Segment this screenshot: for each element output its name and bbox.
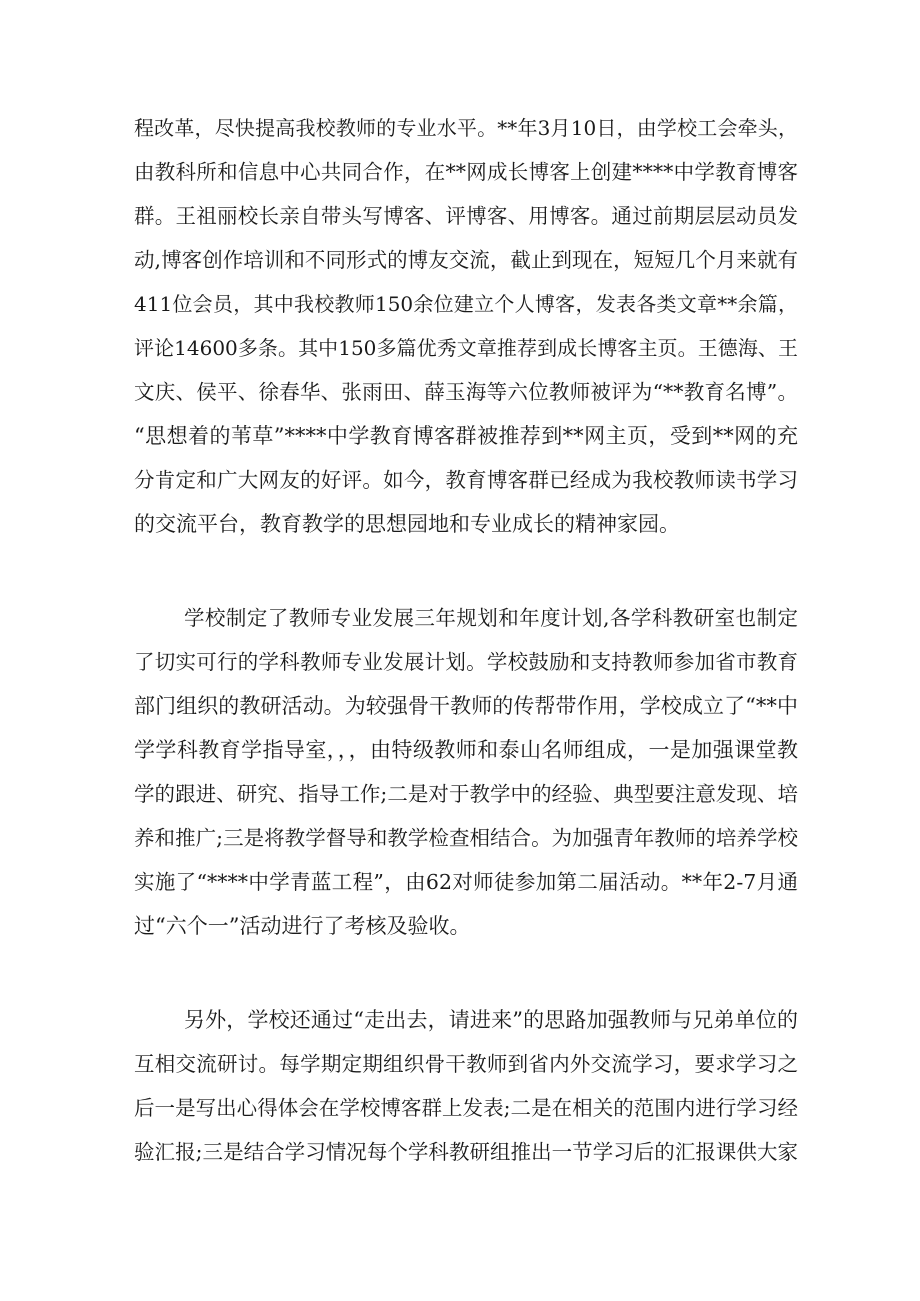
text-line: 分肯定和广大网友的好评。如今，教育博客群已经成为我校教师读书学习 [134,468,798,492]
text-line: 学学科教育学指导室，，，由特级教师和泰山名师组成，一是加强课堂教 [134,738,798,762]
text-line: 411位会员，其中我校教师150余位建立个人博客，发表各类文章**余篇， [134,292,798,316]
text-line: 实施了“****中学青蓝工程”，由62对师徒参加第二届活动。**年2-7月通 [134,870,798,894]
text-line: 了切实可行的学科教师专业发展计划。学校鼓励和支持教师参加省市教育 [134,650,798,674]
text-line: 学的跟进、研究、指导工作;二是对于教学中的经验、典型要注意发现、培 [134,782,798,806]
text-line: 养和推广;三是将教学督导和教学检查相结合。为加强青年教师的培养学校 [134,826,798,850]
text-line: 由教科所和信息中心共同合作，在**网成长博客上创建****中学教育博客 [134,160,798,184]
text-line: “思想着的苇草”****中学教育博客群被推荐到**网主页，受到**网的充 [134,424,798,448]
text-line: 文庆、侯平、徐春华、张雨田、薛玉海等六位教师被评为“**教育名博”。 [134,380,798,404]
text-line-last: 的交流平台，教育教学的思想园地和专业成长的精神家园。 [134,512,680,536]
text-line: 程改革，尽快提高我校教师的专业水平。**年3月10日，由学校工会牵头， [134,116,798,140]
text-line-indented: 学校制定了教师专业发展三年规划和年度计划,各学科教研室也制定 [184,606,798,630]
text-line: 互相交流研讨。每学期定期组织骨干教师到省内外交流学习，要求学习之 [134,1052,798,1076]
text-line: 部门组织的教研活动。为较强骨干教师的传帮带作用，学校成立了“**中 [134,694,798,718]
text-line: 动,博客创作培训和不同形式的博友交流，截止到现在，短短几个月来就有 [134,248,798,272]
text-line-last: 过“六个一”活动进行了考核及验收。 [134,914,471,938]
text-line: 验汇报;三是结合学习情况每个学科教研组推出一节学习后的汇报课供大家 [134,1140,798,1164]
text-line: 后一是写出心得体会在学校博客群上发表;二是在相关的范围内进行学习经 [134,1096,798,1120]
text-line: 评论14600多条。其中150多篇优秀文章推荐到成长博客主页。王德海、王 [134,336,798,360]
text-line: 群。王祖丽校长亲自带头写博客、评博客、用博客。通过前期层层动员发 [134,204,798,228]
text-line-indented: 另外，学校还通过“走出去，请进来”的思路加强教师与兄弟单位的 [184,1008,798,1032]
